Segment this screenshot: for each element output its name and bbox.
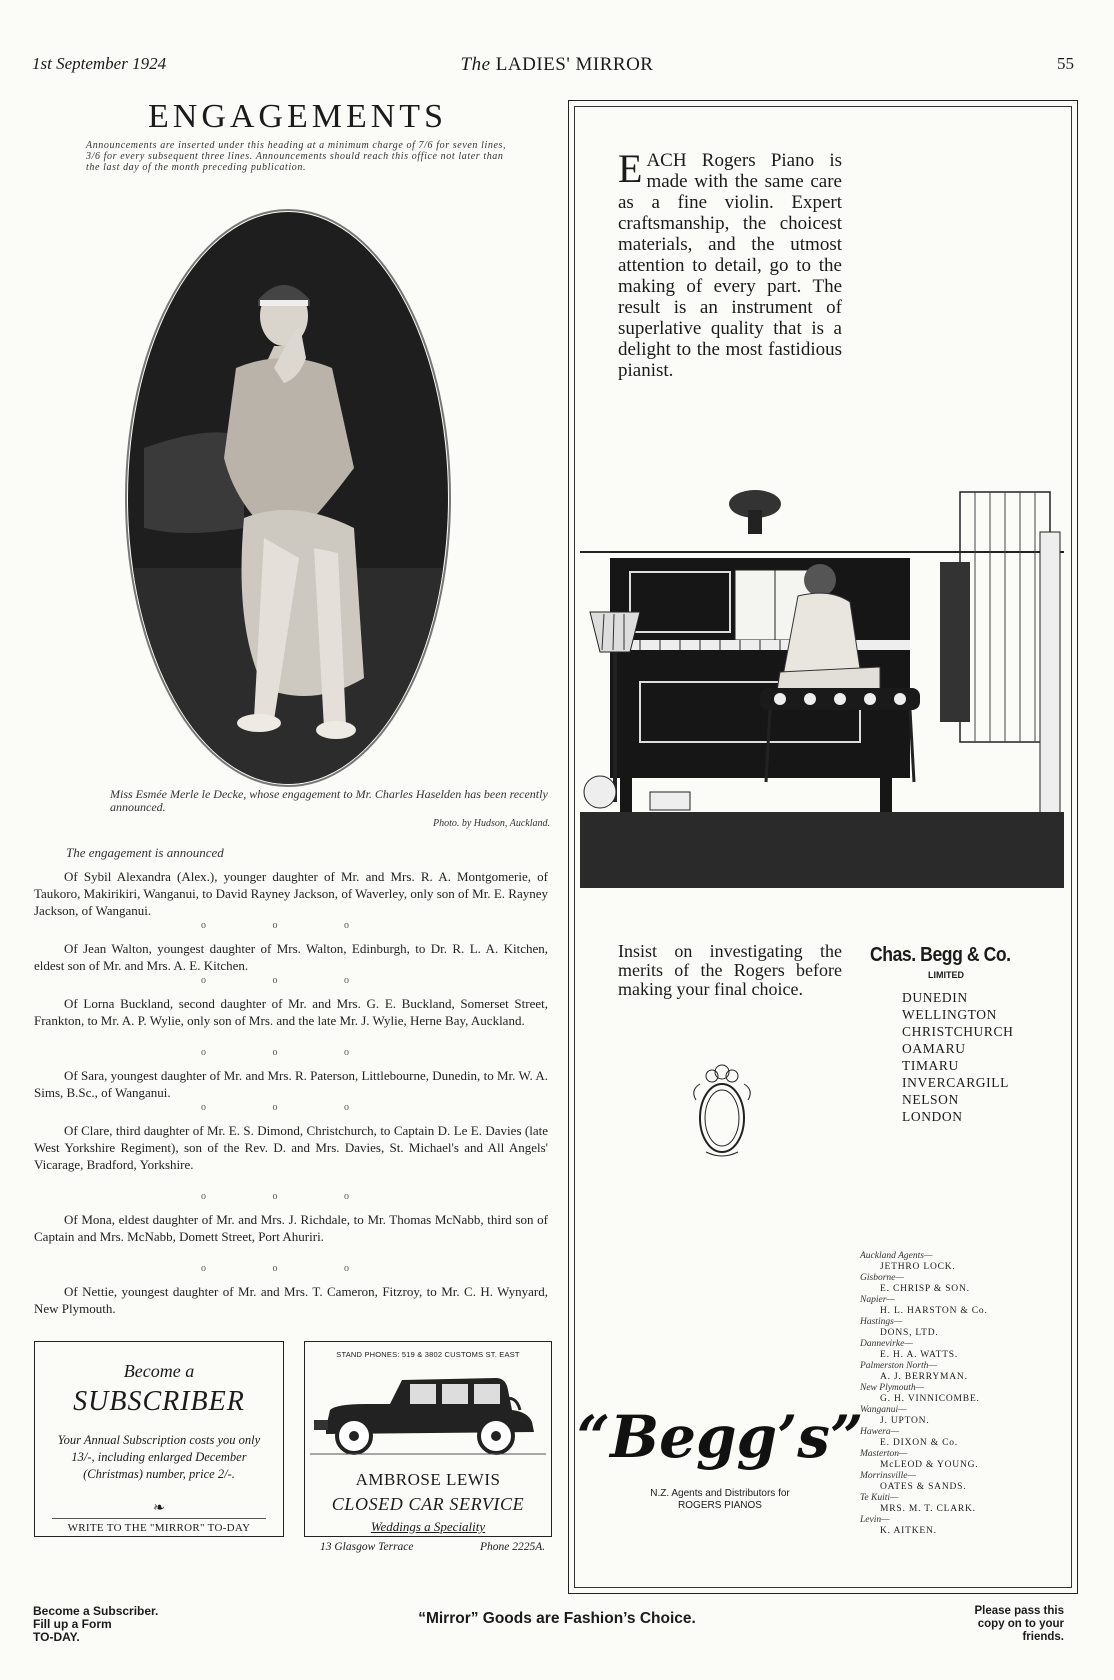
footer-pass-on-note [924,1605,1064,1644]
entry-separator: o o o [201,1263,381,1274]
rogers-insist-copy: Insist on investigating the merits of the Rogers before making your final choice. [618,941,842,999]
agent-name: H. L. HARSTON & Co. [880,1306,988,1316]
branch-city: WELLINGTON [902,1007,997,1022]
agent-town: Morrinsville— [860,1471,916,1481]
engagement-entry: Of Mona, eldest daughter of Mr. and Mrs. J. Richdale, to Mr. Thomas McNabb, third son of Captain and Mrs. McNabb, Domett Street, Port Ahuriri. [34,1212,548,1244]
branch-city: TIMARU [902,1058,959,1073]
agent-town: Hawera— [860,1427,900,1437]
engagement-entry: Of Jean Walton, youngest daughter of Mrs. Walton, Edinburgh, to Dr. R. L. A. Kitchen, eldest son of Mr. and Mrs. A. E. Kitchen. [34,941,548,973]
ambrose-service: CLOSED CAR SERVICE [331,1494,525,1514]
agent-name: McLEOD & YOUNG. [880,1460,979,1470]
rogers-ad-copy [618,146,842,381]
ambrose-address: 13 Glasgow Terrace [320,1541,414,1553]
footer-line: friends. [1022,1631,1064,1643]
engagements-intro: The engagement is announced [66,845,224,860]
photo-caption: Miss Esmée Merle le Decke, whose engagement to Mr. Charles Haselden has been recently announced. [110,787,548,814]
begg-branch-list [902,989,1013,1125]
subscriber-ad-call: WRITE TO THE "MIRROR" TO-DAY [52,1518,266,1534]
agent-name: G. H. VINNICOMBE. [880,1394,980,1404]
page-number: 55 [1057,54,1074,73]
branch-city: INVERCARGILL [902,1075,1009,1090]
photo-credit: Photo. by Hudson, Auckland. [432,818,550,829]
footer-line: Please pass this [974,1605,1064,1617]
nz-distributors-line: N.Z. Agents and Distributors for [650,1488,790,1499]
magazine-title [0,54,1114,76]
agent-name: J. UPTON. [880,1416,930,1426]
drop-cap: E [618,146,643,191]
footer-line: TO-DAY. [33,1630,80,1644]
nz-distributors-brand: ROGERS PIANOS [678,1500,762,1511]
agent-name: JETHRO LOCK. [880,1262,956,1272]
ambrose-phones: STAND PHONES: 519 & 3802 CUSTOMS ST. EAST [336,1350,520,1359]
engagement-entry: Of Nettie, youngest daughter of Mr. and Mrs. T. Cameron, Fitzroy, to Mr. C. H. Wynyard, New Plymouth. [34,1284,548,1316]
agent-town: Gisborne— [860,1273,904,1283]
announcement-rates-note: Announcements are inserted under this heading at a minimum charge of 7/6 for seven lines, 3/6 for every subsequent three lines. Announcements should reach this office not later than the last day of the month preceding publication. [86,140,507,173]
engagements-heading: ENGAGEMENTS [148,98,447,135]
branch-city: DUNEDIN [902,990,968,1005]
footer-line: Become a Subscriber. [33,1604,159,1618]
branch-city: OAMARU [902,1041,966,1056]
begg-limited: LIMITED [928,970,964,980]
entry-separator: o o o [201,975,381,986]
nz-distributors-note [600,1488,840,1512]
agent-name: E. H. A. WATTS. [880,1350,959,1360]
entry-separator: o o o [201,920,381,931]
agent-town: Levin— [860,1515,890,1525]
ornamental-frame-icon [686,1060,758,1160]
subscriber-ad-become: Become a [123,1361,195,1381]
magazine-title-name: LADIES' MIRROR [495,54,654,75]
rogers-ad-body: ACH Rogers Piano is made with the same care as a fine violin. Expert craftsmanship, the choicest materials, and the utmost attention to detail, go to the making of every part. The result is an instrument of superlative quality that is a delight to the most fastidious pianist. [618,150,842,381]
branch-city: LONDON [902,1109,963,1124]
agent-town: Wanganui— [860,1405,907,1415]
agent-town: Auckland Agents— [860,1251,933,1261]
branch-city: CHRISTCHURCH [902,1024,1014,1039]
agent-town: New Plymouth— [860,1383,925,1393]
entry-separator: o o o [201,1191,381,1202]
engagement-entry: Of Sara, youngest daughter of Mr. and Mrs. R. Paterson, Littlebourne, Dunedin, to Mr. W. A. Sims, B.Sc., of Wanganui. [34,1068,548,1100]
agent-town: Dannevirke— [860,1339,913,1349]
subscriber-ad-heading: SUBSCRIBER [73,1386,245,1417]
footer-slogan: “Mirror” Goods are Fashion’s Choice. [418,1610,696,1627]
agent-name: OATES & SANDS. [880,1482,967,1492]
beggs-logo-text: “Begg’s” [576,1403,864,1471]
ambrose-phone: Phone 2225A. [480,1541,546,1553]
footer-line: copy on to your [977,1618,1064,1630]
beggs-logo [576,1395,864,1480]
issue-date: 1st September 1924 [32,54,167,73]
agent-name: A. J. BERRYMAN. [880,1372,968,1382]
magazine-title-article: The [460,54,491,75]
ambrose-name: AMBROSE LEWIS [355,1470,501,1489]
begg-company-name: Chas. Begg & Co. [870,944,1011,966]
car-illustration [306,1360,550,1460]
agent-name: E. CHRISP & SON. [880,1284,970,1294]
agent-town: Palmerston North— [860,1361,937,1371]
fleuron-icon: ❧ [153,1501,165,1516]
agent-town: Napier— [860,1295,895,1305]
portrait-photo [124,208,452,788]
piano-scene-illustration [580,492,1064,888]
branch-city: NELSON [902,1092,959,1107]
agent-name: K. AITKEN. [880,1526,937,1536]
footer-line: Fill up a Form [33,1617,112,1631]
entry-separator: o o o [201,1102,381,1113]
sub-agents-list [860,1251,988,1537]
agent-name: E. DIXON & Co. [880,1438,958,1448]
agent-town: Hastings— [860,1317,903,1327]
agent-name: MRS. M. T. CLARK. [880,1504,976,1514]
entry-separator: o o o [201,1047,381,1058]
engagement-entry: Of Lorna Buckland, second daughter of Mr. and Mrs. G. E. Buckland, Somerset Street, Frankton, to Mr. A. P. Wylie, only son of Mrs. and the late Mr. J. Wylie, Herne Bay, Auckland. [34,996,548,1028]
agent-name: DONS, LTD. [880,1328,939,1338]
ambrose-speciality: Weddings a Speciality [370,1519,486,1534]
agent-town: Te Kuiti— [860,1493,899,1503]
subscriber-ad-text: Your Annual Subscription costs you only 13/-, including enlarged December (Christmas) number, price 2/-. [57,1433,261,1481]
engagement-entry: Of Sybil Alexandra (Alex.), younger daughter of Mr. and Mrs. R. A. Montgomerie, of Taukoro, Makirikiri, Wanganui, to David Rayney Jackson, of Waverley, only son of Mr. E. Rayney Jackson, of Wanganui. [34,869,548,918]
agent-town: Masterton— [860,1449,908,1459]
engagement-entry: Of Clare, third daughter of Mr. E. S. Dimond, Christchurch, to Captain D. Le E. Davies (late West Yorkshire Regiment), son of the Rev. D. and Mrs. Davies, St. Michael's and All Angels' Vicarage, Bradford, Yorkshire. [34,1123,548,1172]
